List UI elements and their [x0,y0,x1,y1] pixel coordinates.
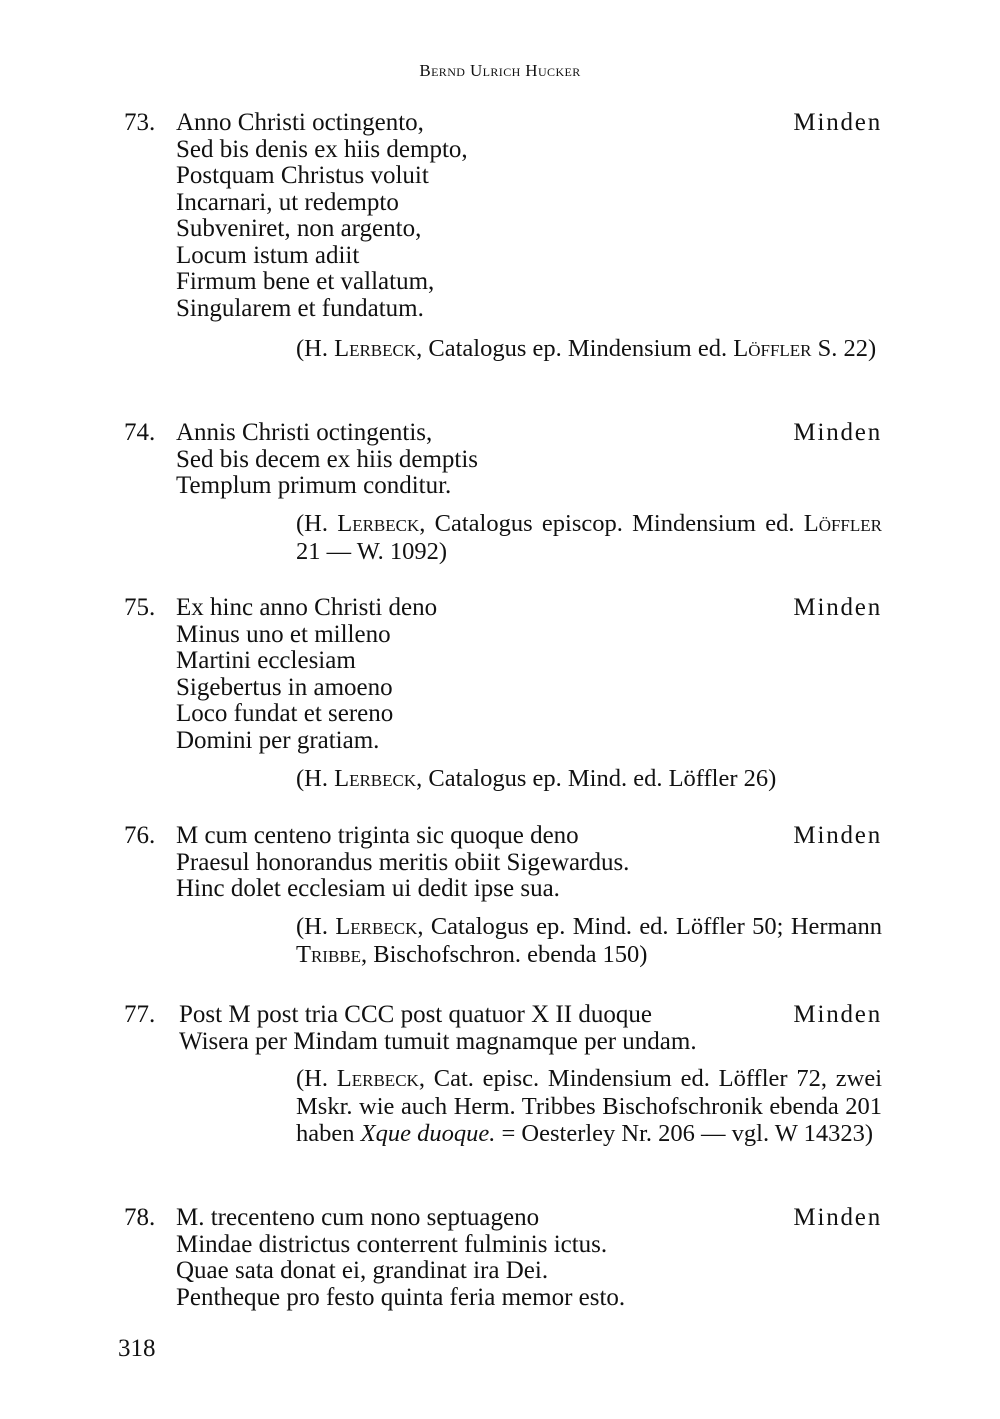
editor-name: Löffler [803,510,882,537]
verse-line: Domini per gratiam. [176,726,380,754]
verse-line: Incarnari, ut redempto [176,188,399,216]
source-citation: (H. Lerbeck, Cat. episc. Mindensium ed. Löffler 72, zwei Mskr. wie auch Herm. Tribbes Bischofschronik ebenda 201 haben Xque duoque. = Oesterley Nr. 206 — vgl. W 14323) [296,1065,883,1147]
page-number: 318 [118,1335,156,1362]
verse-line: Subveniret, non argento, [176,215,422,242]
place-name: Minden [793,822,882,849]
author-name: Lerbeck [336,1065,419,1092]
verse-line: Martini ecclesiam [176,647,356,674]
running-header: Bernd Ulrich Hucker [419,61,581,80]
verse-block [176,420,478,500]
author-name: Lerbeck [335,913,418,940]
place-name: Minden [793,1001,882,1028]
entry-number: 78. [124,1204,156,1231]
verse-line: Postquam Christus voluit [176,162,429,189]
verse-block [176,823,629,903]
verse-line: Minus uno et milleno [176,620,391,648]
verse-block [176,1205,625,1311]
author-name: Lerbeck [334,335,417,362]
author-name: Tribbe [296,940,362,968]
source-citation: (H. Lerbeck, Catalogus ep. Mind. ed. Löffler 50; Hermann Tribbe, Bischofschron. ebenda 150) [296,913,882,968]
verse-line: Locum istum adiit [176,241,360,269]
place-name: Minden [793,594,882,621]
entry-number: 73. [124,109,156,136]
verse-line: Pentheque pro festo quinta feria memor esto. [176,1283,626,1311]
verse-line: M cum centeno triginta sic quoque deno [176,822,579,849]
verse-line: Annis Christi octingentis, [176,419,433,446]
verse-line: Sed bis denis ex hiis dempto, [176,135,468,163]
verse-line: Post M post tria CCC post quatuor X II duoque [179,1001,652,1028]
verse-block [176,595,437,754]
editor-name: Löffler [733,335,812,362]
source-citation: (H. Lerbeck, Catalogus episcop. Mindensium ed. Löffler 21 — W. 1092) [296,510,882,565]
author-name: Lerbeck [334,765,417,792]
verse-line: Firmum bene et vallatum, [176,268,435,295]
verse-line: Mindae districtus conterrent fulminis ictus. [176,1230,608,1258]
verse-line: Singularem et fundatum. [176,294,424,322]
entry-number: 74. [124,419,156,446]
verse-line: Hinc dolet ecclesiam ui dedit ipse sua. [176,875,560,902]
verse-line: Sed bis decem ex hiis demptis [176,445,479,473]
place-name: Minden [793,1204,882,1231]
source-citation: (H. Lerbeck, Catalogus ep. Mind. ed. Löffler 26) [296,765,777,792]
verse-block [176,110,468,322]
verse-line: Sigebertus in amoeno [176,673,393,701]
verse-line: M. trecenteno cum nono septuageno [176,1204,540,1231]
italic-variant: Xque duoque. [360,1120,496,1147]
author-name: Lerbeck [337,510,420,537]
verse-line: Loco fundat et sereno [176,700,394,727]
place-name: Minden [793,109,882,136]
verse-block [179,1002,697,1055]
verse-line: Anno Christi octingento, [176,109,424,136]
verse-line: Ex hinc anno Christi deno [176,594,438,621]
entry-number: 75. [124,594,156,621]
entry-number: 76. [124,822,156,849]
verse-line: Praesul honorandus meritis obiit Sigewardus. [176,848,630,876]
place-name: Minden [793,419,882,446]
verse-line: Quae sata donat ei, grandinat ira Dei. [176,1257,549,1284]
verse-line: Wisera per Mindam tumuit magnamque per undam. [179,1027,697,1055]
source-citation: (H. Lerbeck, Catalogus ep. Mindensium ed. Löffler S. 22) [296,335,877,362]
verse-line: Templum primum conditur. [176,472,452,499]
entry-number: 77. [124,1001,156,1028]
